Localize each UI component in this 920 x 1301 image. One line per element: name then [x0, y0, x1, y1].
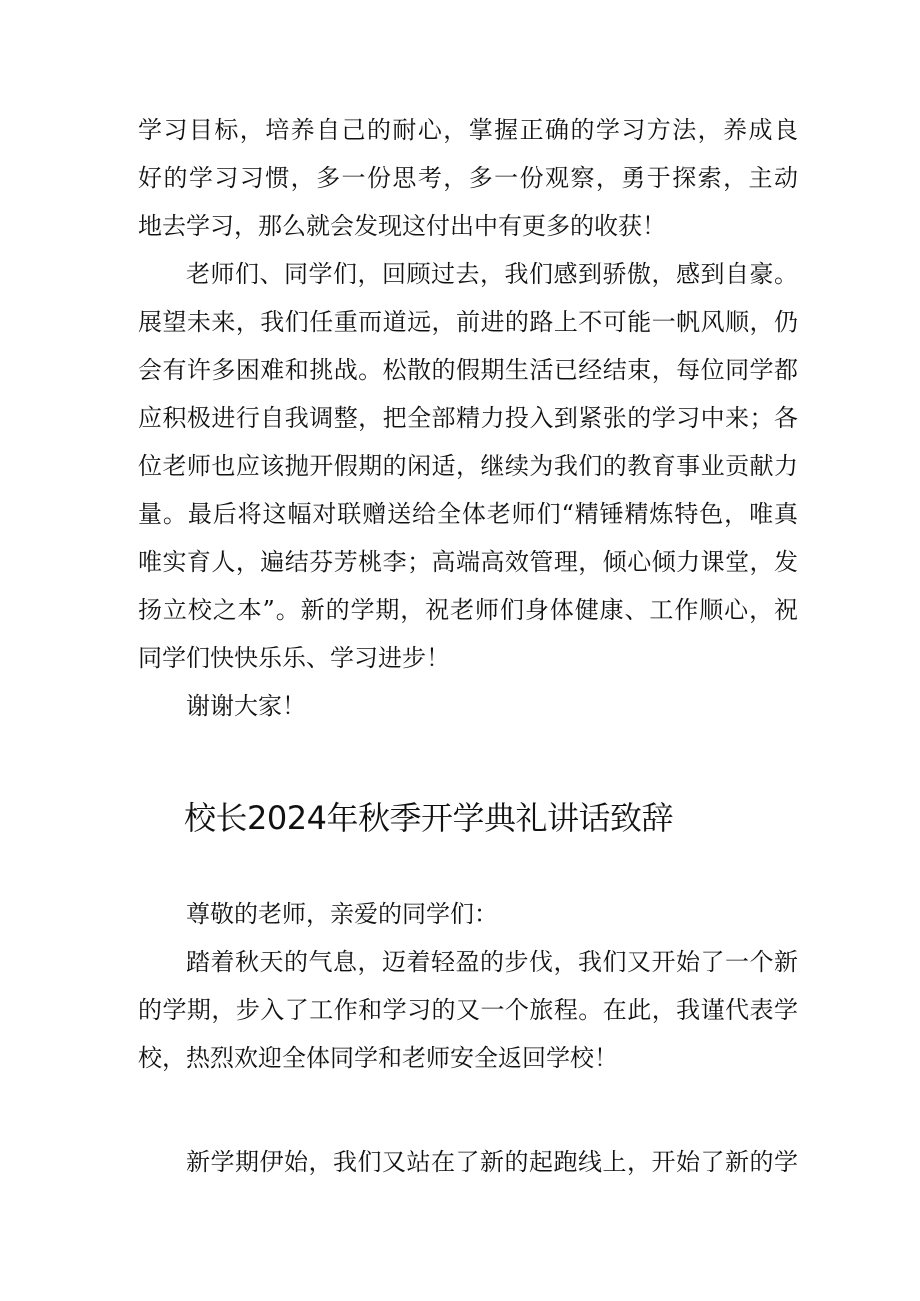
- paragraph-line: 踏着秋天的气息，迈着轻盈的步伐，我们又开始了一个新: [186, 948, 798, 976]
- paragraph-line: 唯实育人，遍结芬芳桃李；高端高效管理，倾心倾力课堂，发: [138, 548, 798, 576]
- paragraph-line: 应积极进行自我调整，把全部精力投入到紧张的学习中来；各: [138, 404, 798, 432]
- paragraph-line: 量。最后将这幅对联赠送给全体老师们“精锤精炼特色，唯真: [138, 500, 798, 528]
- paragraph-line: 的学期，步入了工作和学习的又一个旅程。在此，我谨代表学: [138, 996, 798, 1024]
- closing-line: 谢谢大家！: [186, 692, 306, 720]
- paragraph-line: 会有许多困难和挑战。松散的假期生活已经结束，每位同学都: [138, 356, 798, 384]
- paragraph-line: 展望未来，我们任重而道远，前进的路上不可能一帆风顺，仍: [138, 308, 798, 336]
- section-title: 校长2024年秋季开学典礼讲话致辞: [184, 799, 673, 837]
- paragraph-line: 同学们快快乐乐、学习进步！: [138, 644, 450, 672]
- paragraph-line: 好的学习习惯，多一份思考，多一份观察，勇于探索，主动: [138, 164, 798, 192]
- paragraph-line: 学习目标，培养自己的耐心，掌握正确的学习方法，养成良: [138, 116, 798, 144]
- salutation-line: 尊敬的老师，亲爱的同学们：: [186, 900, 498, 928]
- paragraph-line: 新学期伊始，我们又站在了新的起跑线上，开始了新的学: [186, 1148, 798, 1176]
- paragraph-line: 扬立校之本”。新的学期，祝老师们身体健康、工作顺心，祝: [138, 596, 798, 624]
- paragraph-line: 位老师也应该抛开假期的闲适，继续为我们的教育事业贡献力: [138, 452, 798, 480]
- paragraph-line: 地去学习，那么就会发现这付出中有更多的收获！: [138, 212, 666, 240]
- paragraph-line: 老师们、同学们，回顾过去，我们感到骄傲，感到自豪。: [186, 260, 798, 288]
- paragraph-line: 校，热烈欢迎全体同学和老师安全返回学校！: [138, 1044, 618, 1072]
